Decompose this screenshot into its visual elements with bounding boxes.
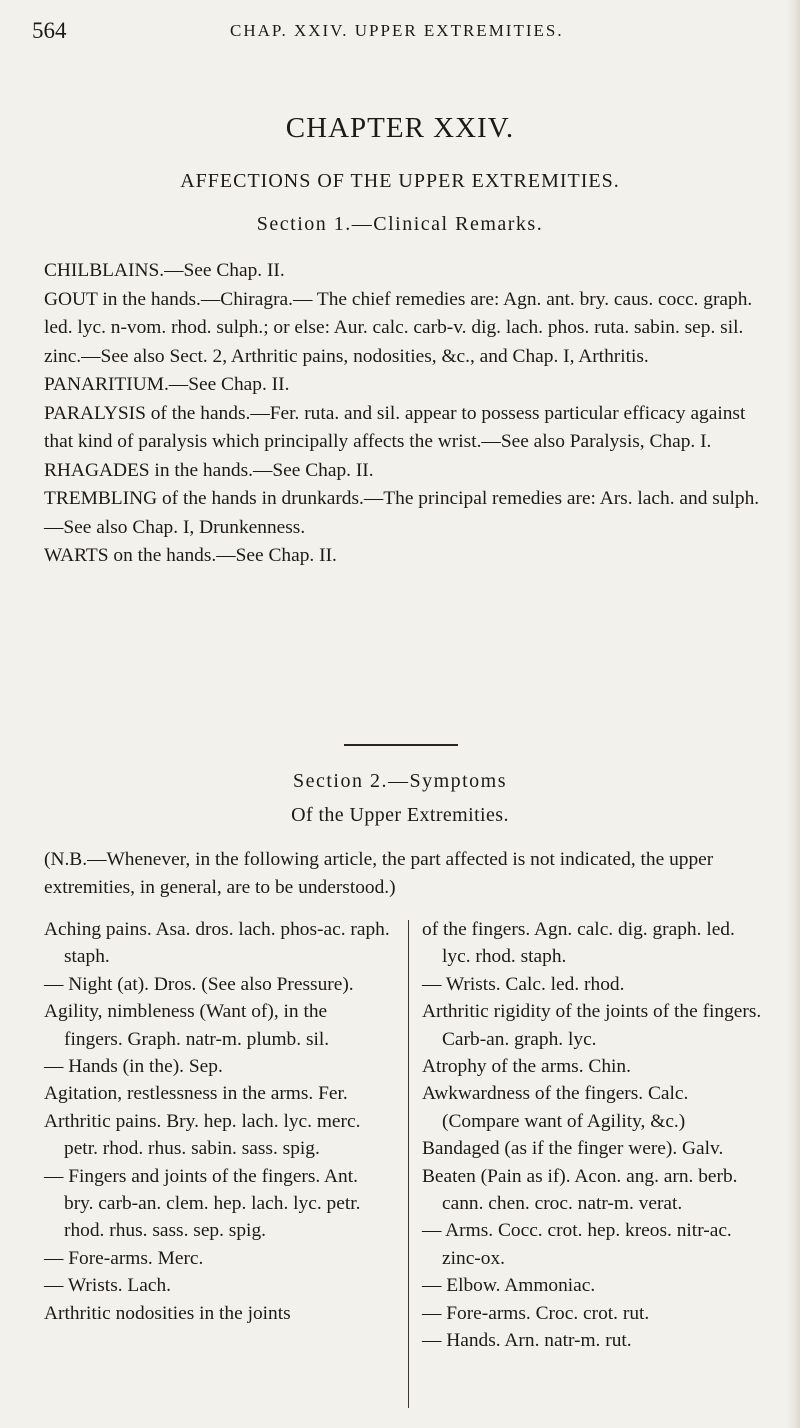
symptom-entry: Aching pains. Asa. dros. lach. phos-ac. raph. staph. — [44, 919, 390, 968]
section-2-note — [44, 846, 774, 902]
entry-trembling: TREMBLING of the hands in drunkards.—The principal remedies are: Ars. lach. and sulph.—See also Chap. I, Drunkenness. — [44, 488, 760, 538]
entry-warts: WARTS on the hands.—See Chap. II. — [44, 545, 337, 566]
symptom-entry: — Arms. Cocc. crot. hep. kreos. nitr-ac. zinc-ox. — [422, 1220, 732, 1269]
note-text: (N.B.—Whenever, in the following article, the part affected is not indicated, the upper extremities, in general, are to be understood.) — [44, 849, 714, 898]
entry-chilblains: CHILBLAINS.—See Chap. II. — [44, 260, 285, 281]
clinical-remarks — [44, 257, 774, 571]
symptom-entry: — Elbow. Ammoniac. — [422, 1275, 596, 1297]
running-title: CHAP. XXIV. UPPER EXTREMITIES. — [230, 21, 564, 40]
section-1-heading: Section 1.—Clinical Remarks. — [256, 213, 544, 235]
section-divider — [344, 744, 458, 746]
symptom-entry: Beaten (Pain as if). Acon. ang. arn. berb. cann. chen. croc. natr-m. verat. — [422, 1165, 738, 1215]
symptom-entry: Agility, nimbleness (Want of), in the fingers. Graph. natr-m. plumb. sil. — [44, 1001, 330, 1050]
symptom-entry: Agitation, restlessness in the arms. Fer. — [44, 1083, 348, 1105]
entry-gout: GOUT in the hands.—Chiragra.— The chief remedies are: Agn. ant. bry. caus. cocc. graph. led. lyc. n-vom. rhod. sulph.; or else: Aur. calc. carb-v. dig. lach. phos. ruta. sabin. sep. sil. zinc.—See also Sect. 2, Arthritic pains, nodosities, &c., and Chap. I, Arthritis. — [44, 288, 753, 367]
symptoms-left-column — [44, 916, 390, 1327]
symptom-entry: — Wrists. Calc. led. rhod. — [422, 973, 625, 995]
symptom-entry: Arthritic nodosities in the joints — [44, 1302, 291, 1324]
symptom-entry: Bandaged (as if the finger were). Galv. — [422, 1138, 724, 1160]
entry-panaritium: PANARITIUM.—See Chap. II. — [44, 374, 290, 395]
symptom-entry: — Fingers and joints of the fingers. Ant. bry. carb-an. clem. hep. lach. lyc. petr. rhod. rhus. sass. sep. spig. — [44, 1165, 361, 1242]
chapter-subtitle: AFFECTIONS OF THE UPPER EXTREMITIES. — [180, 170, 620, 192]
page-number: 564 — [32, 18, 67, 43]
column-divider — [408, 920, 409, 1408]
symptom-entry: of the fingers. Agn. calc. dig. graph. led. lyc. rhod. staph. — [422, 919, 735, 968]
symptom-entry: — Wrists. Lach. — [44, 1275, 172, 1297]
symptom-entry: — Hands. Arn. natr-m. rut. — [422, 1330, 632, 1352]
symptom-entry: Arthritic pains. Bry. hep. lach. lyc. merc. petr. rhod. rhus. sabin. sass. spig. — [44, 1110, 361, 1160]
running-header — [32, 18, 772, 48]
symptom-entry: — Fore-arms. Merc. — [44, 1247, 204, 1269]
symptom-entry: Atrophy of the arms. Chin. — [422, 1056, 631, 1078]
chapter-title: CHAPTER XXIV. — [285, 112, 515, 144]
symptom-entry: — Fore-arms. Croc. crot. rut. — [422, 1302, 650, 1324]
section-2-heading: Section 2.—Symptoms — [292, 770, 508, 792]
symptom-entry: — Hands (in the). Sep. — [44, 1056, 223, 1078]
entry-rhagades: RHAGADES in the hands.—See Chap. II. — [44, 459, 374, 481]
symptoms-right-column — [422, 916, 768, 1355]
section-2-subheading: Of the Upper Extremities. — [291, 804, 509, 826]
symptom-entry: Arthritic rigidity of the joints of the fingers. Carb-an. graph. lyc. — [422, 1001, 762, 1050]
symptom-entry: Awkwardness of the fingers. Calc. (Compare want of Agility, &c.) — [422, 1083, 689, 1132]
entry-paralysis: PARALYSIS of the hands.—Fer. ruta. and sil. appear to possess particular efficacy against that kind of paralysis which principally affects the wrist.—See also Paralysis, Chap. I. — [44, 402, 746, 452]
symptom-entry: — Night (at). Dros. (See also Pressure). — [44, 973, 354, 995]
